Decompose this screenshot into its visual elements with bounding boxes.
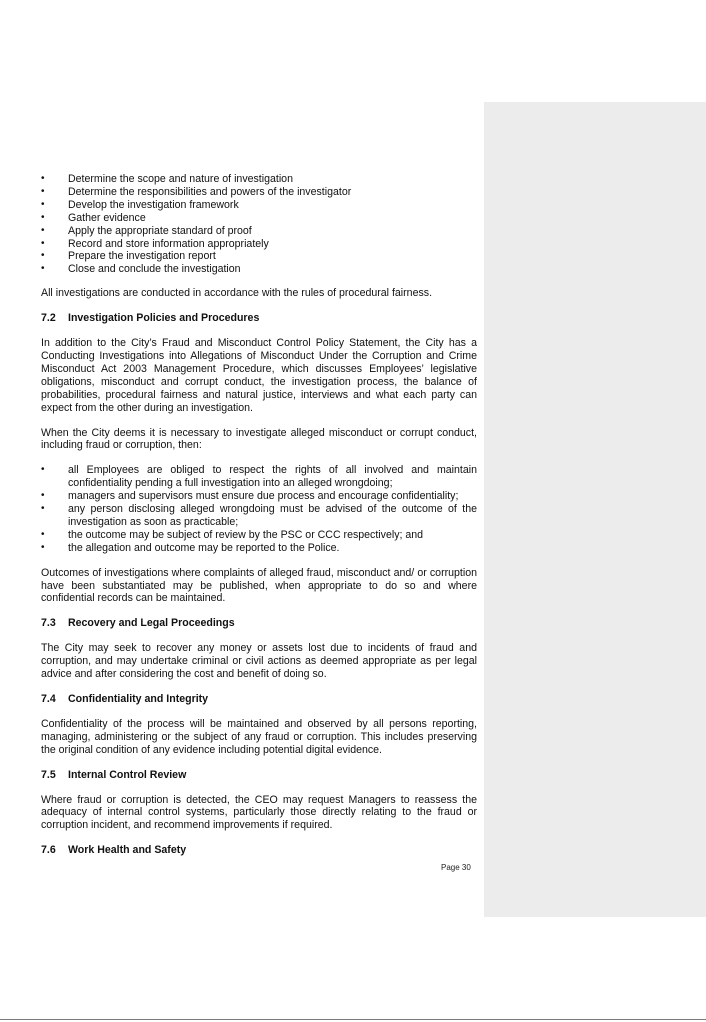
section-number: 7.6 <box>41 844 56 857</box>
list-item: • the allegation and outcome may be reported to the Police. <box>41 542 477 555</box>
page-bottom-divider <box>0 1019 706 1020</box>
list-item: • Develop the investigation framework <box>41 199 477 212</box>
section-title: Work Health and Safety <box>68 844 187 857</box>
list-item: • Prepare the investigation report <box>41 250 477 263</box>
list-item: • the outcome may be subject of review by the PSC or CCC respectively; and <box>41 529 477 542</box>
page-number: Page 30 <box>441 863 471 872</box>
section-7-3-paragraph: The City may seek to recover any money or assets lost due to incidents of fraud and corruption, and may undertake criminal or civil actions as deemed appropriate as per legal advice and after considering the cost and benefit of doing so. <box>41 642 477 681</box>
section-7-5-heading <box>41 769 477 782</box>
comment-pane <box>484 102 706 917</box>
intro-bullet-list <box>41 173 477 276</box>
list-item: • managers and supervisors must ensure due process and encourage confidentiality; <box>41 490 477 503</box>
section-number: 7.5 <box>41 768 56 781</box>
section-7-4-paragraph: Confidentiality of the process will be maintained and observed by all persons reporting, managing, administering or the subject of any fraud or corruption. This includes preserving the original condition of any evidence including potential digital evidence. <box>41 717 477 756</box>
section-number: 7.4 <box>41 693 56 705</box>
list-item: • Close and conclude the investigation <box>41 263 477 276</box>
list-item: • Record and store information appropriately <box>41 238 477 251</box>
section-7-2-bullet-list <box>41 464 477 554</box>
section-7-2-paragraph-1: In addition to the City’s Fraud and Misconduct Control Policy Statement, the City has a Conducting Investigations into Allegations of Misconduct Under the Corruption and Crime Misconduct Act 2003 Management Procedure, which discusses Employees’ legislative obligations, misconduct and corrupt conduct, the investigation process, the balance of probabilities, procedural fairness and natural justice, interviews and what each party can expect from the other during an investigation. <box>41 337 477 414</box>
list-item: • Determine the responsibilities and powers of the investigator <box>41 186 477 199</box>
list-item: • Apply the appropriate standard of proof <box>41 225 477 238</box>
section-title: Recovery and Legal Proceedings <box>68 617 235 630</box>
section-7-2-paragraph-3: Outcomes of investigations where complaints of alleged fraud, misconduct and/ or corruption have been substantiated may be published, when appropriate to do so and where confidential records can be maintained. <box>41 566 477 605</box>
list-item: • any person disclosing alleged wrongdoing must be advised of the outcome of the investigation as soon as practicable; <box>41 503 477 529</box>
list-item: • all Employees are obliged to respect the rights of all involved and maintain confidentiality pending a full investigation into an alleged wrongdoing; <box>41 464 477 490</box>
section-7-3-heading <box>41 617 477 630</box>
section-7-2-heading <box>41 312 477 325</box>
list-item: • Determine the scope and nature of investigation <box>41 173 477 186</box>
section-number: 7.3 <box>41 617 56 630</box>
section-title: Investigation Policies and Procedures <box>68 312 260 325</box>
procedural-fairness-paragraph: All investigations are conducted in accordance with the rules of procedural fairness. <box>41 287 433 300</box>
section-title: Confidentiality and Integrity <box>68 693 209 705</box>
list-item: • Gather evidence <box>41 212 477 225</box>
section-7-6-heading <box>41 844 477 857</box>
section-title: Internal Control Review <box>68 768 187 781</box>
section-7-2-paragraph-2: When the City deems it is necessary to investigate alleged misconduct or corrupt conduct, including fraud or corruption, then: <box>41 426 477 452</box>
section-number: 7.2 <box>41 312 56 325</box>
document-page <box>41 173 477 857</box>
section-7-5-paragraph: Where fraud or corruption is detected, the CEO may request Managers to reassess the adequacy of internal control systems, particularly those directly relating to the fraud or corruption incident, and recommend improvements if required. <box>41 793 477 832</box>
section-7-4-heading <box>41 693 477 706</box>
